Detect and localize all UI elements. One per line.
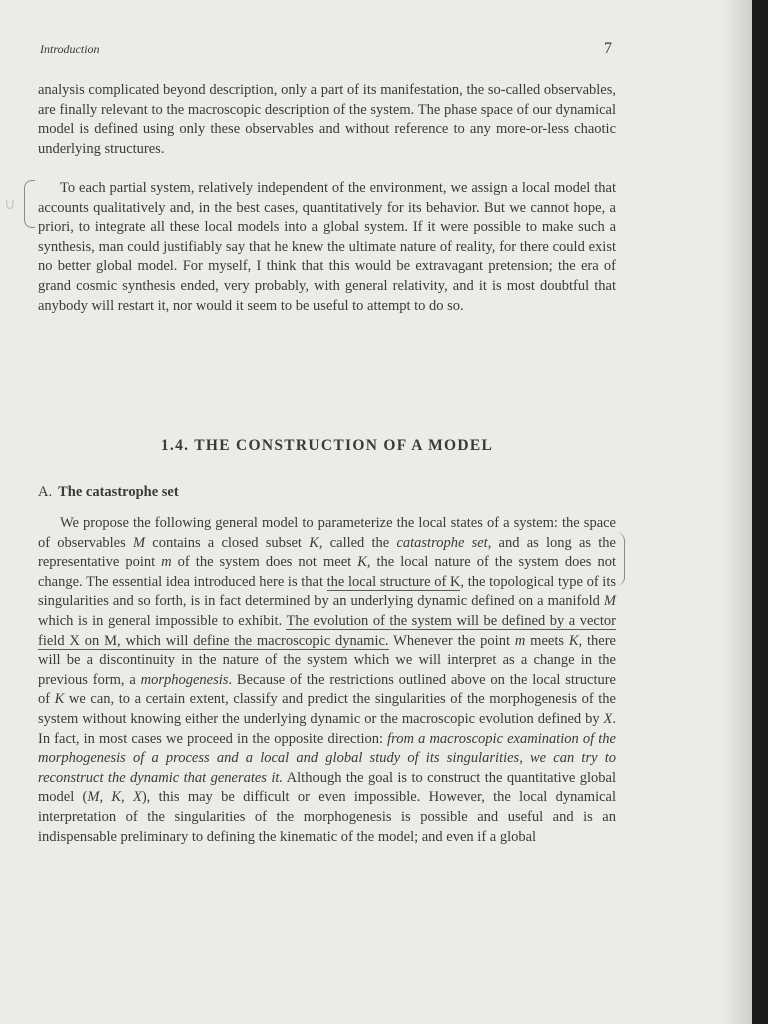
math-symbol: M xyxy=(603,593,616,610)
math-symbol: K xyxy=(357,554,367,571)
underlined-phrase: the local structure of K xyxy=(326,573,461,590)
math-symbol: K xyxy=(309,534,319,551)
margin-bracket-right-mark xyxy=(616,532,625,586)
text-run: Whenever the point xyxy=(388,632,515,649)
text-run: meets xyxy=(525,632,569,649)
emphasis-term: morphogenesis xyxy=(140,671,229,688)
italic-statement: from a macroscopic examination of the morphogenesis of a process and a local and global study of its singularities, we can try to reconstruct the dynamic that generates it. xyxy=(38,730,616,786)
page-number: 7 xyxy=(604,40,612,57)
paragraph-2: To each partial system, relatively independent of the environment, we assign a local model that accounts qualitatively and, in the best cases, quantitatively for its behavior. But we cannot hope, a priori, to integrate all these local models into a global system. If it were possible to make such a synthesis, man could justifiably say that he knew the ultimate nature of reality, for there could exist no better global model. For myself, I think that this would be extravagant pretension; the era of grand cosmic synthesis ended, very probably, with general relativity, and it is most doubtful that anybody will restart it, nor would it seem to be useful to attempt to do so. xyxy=(38,180,616,314)
paragraph-1: analysis complicated beyond description, only a part of its manifestation, the so-called observables, are finally relevant to the macroscopic description of the system. The phase space of our dynamical model is defined using only these observables and without reference to any more-or-less chaotic underlying structures. xyxy=(38,82,616,157)
margin-bracket-mark xyxy=(24,180,35,228)
text-run: Although the goal is to construct the quantitative global model ( xyxy=(38,769,617,806)
text-run: , the local nature of the system does not change. The essential idea introduced here is that xyxy=(38,554,616,590)
subsection-title: The catastrophe set xyxy=(58,484,179,500)
text-run: of the system does not meet xyxy=(171,554,358,571)
math-symbol: K xyxy=(568,632,579,649)
math-symbol: m xyxy=(514,632,526,649)
math-symbol: K xyxy=(54,691,65,708)
section-title: 1.4. THE CONSTRUCTION OF A MODEL xyxy=(160,437,494,454)
subsection-letter: A. xyxy=(38,484,53,500)
text-run: , there will be a discontinuity in the nature of the system which we will interpret as a change in the previous form, a xyxy=(38,632,616,688)
text-run: which is in general impossible to exhibit. xyxy=(38,612,287,629)
paragraph-3 xyxy=(38,514,616,847)
underlined-sentence: The evolution of the system will be defined by a vector field X on M, which will define the macroscopic dynamic. xyxy=(38,612,616,649)
math-symbol: X xyxy=(603,710,613,727)
text-run: contains a closed subset xyxy=(145,534,310,551)
margin-pencil-mark: ∪ xyxy=(4,194,16,213)
text-run: , and as long as the representative point xyxy=(38,534,616,571)
emphasis-term: catastrophe set xyxy=(396,534,488,551)
math-triple: M, K, X xyxy=(87,789,142,806)
text-run: . In fact, in most cases we proceed in the opposite direction: xyxy=(38,710,616,747)
text-run: , called the xyxy=(318,534,397,551)
running-head: Introduction xyxy=(40,42,100,56)
subsection-heading xyxy=(38,484,179,501)
text-run: we can, to a certain extent, classify and predict the singularities of the morphogenesis of the system without knowing either the underlying dynamic or the macroscopic evolution defined by xyxy=(38,691,616,727)
text-run: . Because of the restrictions outlined above on the local structure of xyxy=(38,671,616,708)
text-run: , the topological type of its singularities and so forth, is in fact determined by an underlying dynamic defined on a manifold xyxy=(38,573,616,610)
text-run: We propose the following general model to parameterize the local states of a system: the space of observables xyxy=(38,515,616,551)
math-symbol: M xyxy=(132,534,146,551)
text-run: ), this may be difficult or even impossible. However, the local dynamical interpretation of the singularities of the morphogenesis is possible and useful and is an indispensable preliminary to defining the kinematic of the model; and even if a global xyxy=(38,789,617,845)
math-symbol: m xyxy=(161,554,172,571)
